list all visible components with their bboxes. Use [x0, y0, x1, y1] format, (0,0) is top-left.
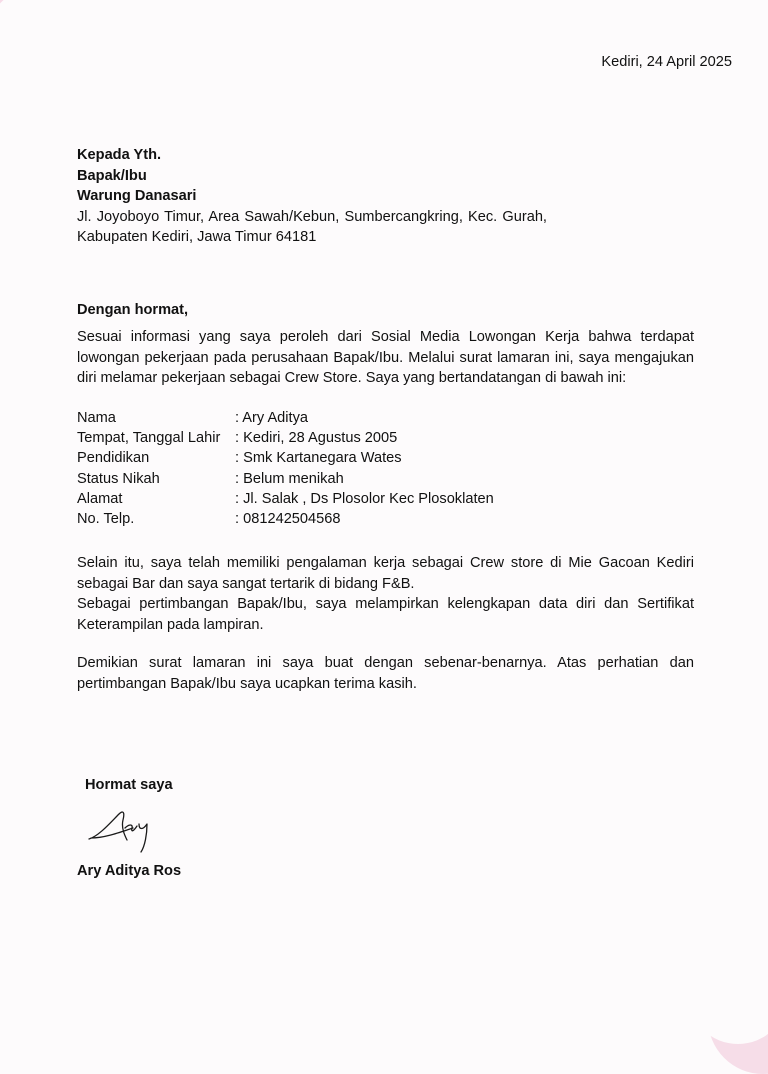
detail-value: : Smk Kartanegara Wates [235, 450, 402, 467]
corner-decoration-top-left-inner [0, 0, 70, 70]
detail-row-address [77, 489, 494, 509]
paragraph-experience-b: Sebagai pertimbangan Bapak/Ibu, saya melampirkan kelengkapan data diri dan Sertifikat Keterampilan pada lampiran. [77, 596, 694, 633]
recipient-line1: Kepada Yth. [77, 147, 162, 163]
paragraph-experience [77, 553, 694, 635]
detail-label: Alamat [77, 490, 123, 507]
paragraph-intro: Sesuai informasi yang saya peroleh dari Sosial Media Lowongan Kerja bahwa terdapat lowongan pekerjaan pada perusahaan Bapak/Ibu. Melalui surat lamaran ini, saya mengajukan diri melamar pekerjaan sebagai Crew Store. Saya yang bertandatangan di bawah ini: [77, 329, 694, 386]
detail-value: : Ary Aditya [235, 410, 309, 426]
detail-row-phone [77, 509, 494, 529]
detail-label: Pendidikan [77, 450, 150, 467]
detail-value: : 081242504568 [235, 511, 341, 528]
detail-label: Status Nikah [77, 470, 160, 487]
applicant-details [77, 408, 494, 529]
letter-page [77, 0, 732, 1024]
salutation: Dengan hormat, [77, 302, 189, 318]
detail-value: : Jl. Salak , Ds Plosolor Kec Plosoklaten [235, 490, 494, 507]
recipient-line3: Warung Danasari [77, 188, 197, 204]
handwritten-signature [85, 806, 175, 862]
detail-value: : Belum menikah [235, 470, 344, 487]
detail-label: Nama [77, 410, 116, 426]
detail-row-name [77, 408, 494, 428]
recipient-address: Jl. Joyoboyo Timur, Area Sawah/Kebun, Sumbercangkring, Kec. Gurah, Kabupaten Kediri, Jawa Timur 64181 [77, 208, 547, 245]
detail-row-birth [77, 428, 494, 448]
paragraph-experience-a: Selain itu, saya telah memiliki pengalaman kerja sebagai Crew store di Mie Gacoan Kediri sebagai Bar dan saya sangat tertarik di bidang F&B. [77, 555, 694, 592]
detail-value: : Kediri, 28 Agustus 2005 [235, 430, 398, 447]
recipient-block [77, 145, 547, 248]
detail-row-education [77, 448, 494, 468]
detail-label: Tempat, Tanggal Lahir [77, 430, 221, 447]
letter-date: Kediri, 24 April 2025 [601, 54, 732, 70]
closing-phrase: Hormat saya [85, 777, 173, 793]
recipient-line2: Bapak/Ibu [77, 167, 147, 184]
detail-row-marital [77, 469, 494, 489]
paragraph-closing: Demikian surat lamaran ini saya buat dengan sebenar-benarnya. Atas perhatian dan pertimbangan Bapak/Ibu saya ucapkan terima kasih. [77, 655, 694, 692]
detail-label: No. Telp. [77, 511, 135, 528]
signer-name: Ary Aditya Ros [77, 863, 182, 879]
corner-decoration-bottom-right-inner [688, 944, 768, 1044]
